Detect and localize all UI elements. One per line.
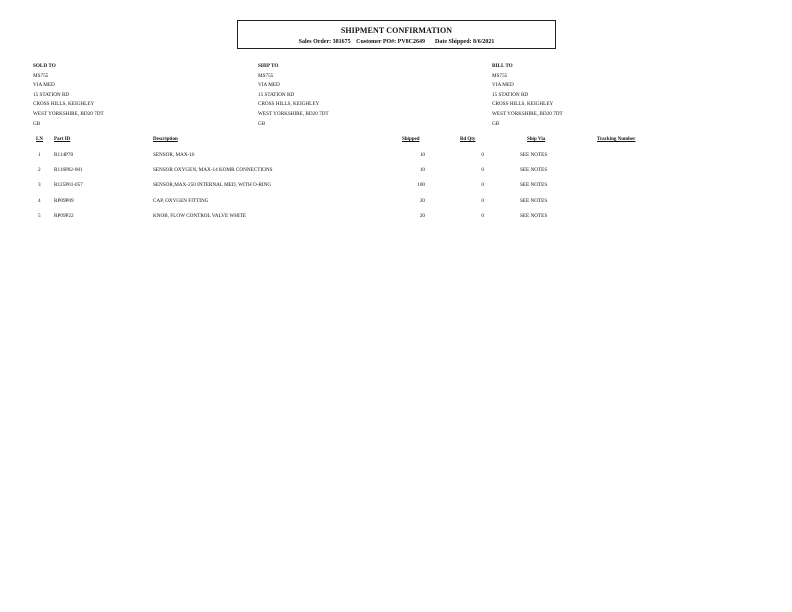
- row-shipped: 100: [417, 182, 425, 188]
- ship-to-header: SHIP TO: [258, 63, 279, 69]
- ship-to-line: CROSS HILLS, KEIGHLEY: [258, 101, 320, 108]
- row-description: SENSOR OXYGEN, MAX-14 KOMR CONNECTIONS: [153, 167, 273, 173]
- col-ln: LN: [36, 137, 43, 142]
- ship-to-line: 15 STATION RD: [258, 91, 295, 98]
- row-bo-qty: 0: [481, 213, 484, 219]
- row-part-id: R116P82-001: [54, 167, 83, 173]
- row-ship-via: SEE NOTES: [520, 198, 548, 204]
- table-header: [0, 137, 792, 146]
- bill-to-line: 15 STATION RD: [492, 91, 529, 98]
- row-ln: 3: [38, 182, 41, 188]
- customer-po: Customer PO#: PV8C2649: [356, 39, 426, 45]
- row-ship-via: SEE NOTES: [520, 182, 548, 188]
- row-ship-via: SEE NOTES: [520, 167, 548, 173]
- table-row: [0, 198, 792, 208]
- sold-to-line: CROSS HILLS, KEIGHLEY: [33, 101, 95, 108]
- col-part-id: Part ID: [54, 137, 71, 142]
- sold-to-line: MS755: [33, 72, 49, 79]
- table-row: [0, 213, 792, 223]
- sold-to-header: SOLD TO: [33, 63, 56, 69]
- row-ln: 4: [38, 198, 41, 204]
- row-ln: 5: [38, 213, 41, 219]
- row-bo-qty: 0: [481, 167, 484, 173]
- row-ship-via: SEE NOTES: [520, 152, 548, 158]
- row-description: KNOB, FLOW CONTROL VALVE WHITE: [153, 213, 247, 219]
- bill-to-line: GB: [492, 120, 500, 127]
- bill-to-line: WEST YORKSHIRE, BD20 7DT: [492, 110, 563, 117]
- col-tracking: Tracking Number: [597, 137, 636, 142]
- title-box: [237, 20, 556, 49]
- row-part-id: R114P70: [54, 152, 74, 158]
- row-ln: 1: [38, 152, 41, 158]
- bill-to-line: MS755: [492, 72, 508, 79]
- row-shipped: 20: [419, 198, 425, 204]
- ship-to-line: VIA MED: [258, 82, 280, 89]
- row-part-id: R125P01-057: [54, 182, 83, 188]
- row-bo-qty: 0: [481, 198, 484, 204]
- row-shipped: 10: [419, 152, 425, 158]
- ship-to-line: GB: [258, 120, 266, 127]
- row-shipped: 10: [419, 167, 425, 173]
- date-shipped: Date Shipped: 8/6/2021: [435, 39, 495, 45]
- bill-to-block: [492, 62, 652, 129]
- col-ship-via: Ship Via: [527, 137, 546, 142]
- col-shipped: Shipped: [402, 137, 420, 142]
- ship-to-block: [258, 62, 418, 129]
- row-description: SENSOR, MAX-16: [153, 152, 195, 158]
- row-shipped: 20: [419, 213, 425, 219]
- table-row: [0, 182, 792, 192]
- row-part-id: RP09P22: [54, 213, 74, 219]
- sold-to-line: 15 STATION RD: [33, 91, 70, 98]
- document-title: SHIPMENT CONFIRMATION: [340, 26, 453, 35]
- row-ln: 2: [38, 167, 41, 173]
- table-row: [0, 167, 792, 177]
- bill-to-line: VIA MED: [492, 82, 514, 89]
- sold-to-line: GB: [33, 120, 41, 127]
- col-bo-qty: Bd Qty: [460, 137, 476, 142]
- ship-to-line: MS755: [258, 72, 274, 79]
- table-row: [0, 152, 792, 162]
- sold-to-line: VIA MED: [33, 82, 55, 89]
- ship-to-line: WEST YORKSHIRE, BD20 7DT: [258, 110, 329, 117]
- sold-to-line: WEST YORKSHIRE, BD20 7DT: [33, 110, 104, 117]
- row-bo-qty: 0: [481, 182, 484, 188]
- row-ship-via: SEE NOTES: [520, 213, 548, 219]
- col-description: Description: [153, 137, 178, 142]
- row-description: SENSOR,MAX-250 INTERNAL MED, WITH O-RING: [153, 182, 272, 188]
- sold-to-block: [33, 62, 193, 129]
- bill-to-line: CROSS HILLS, KEIGHLEY: [492, 101, 554, 108]
- sales-order: Sales Order: 381675: [298, 39, 351, 45]
- row-bo-qty: 0: [481, 152, 484, 158]
- row-part-id: RP09P09: [54, 198, 74, 204]
- order-info: [238, 39, 555, 45]
- row-description: CAP, OXYGEN FITTING: [153, 198, 209, 204]
- bill-to-header: BILL TO: [492, 63, 513, 69]
